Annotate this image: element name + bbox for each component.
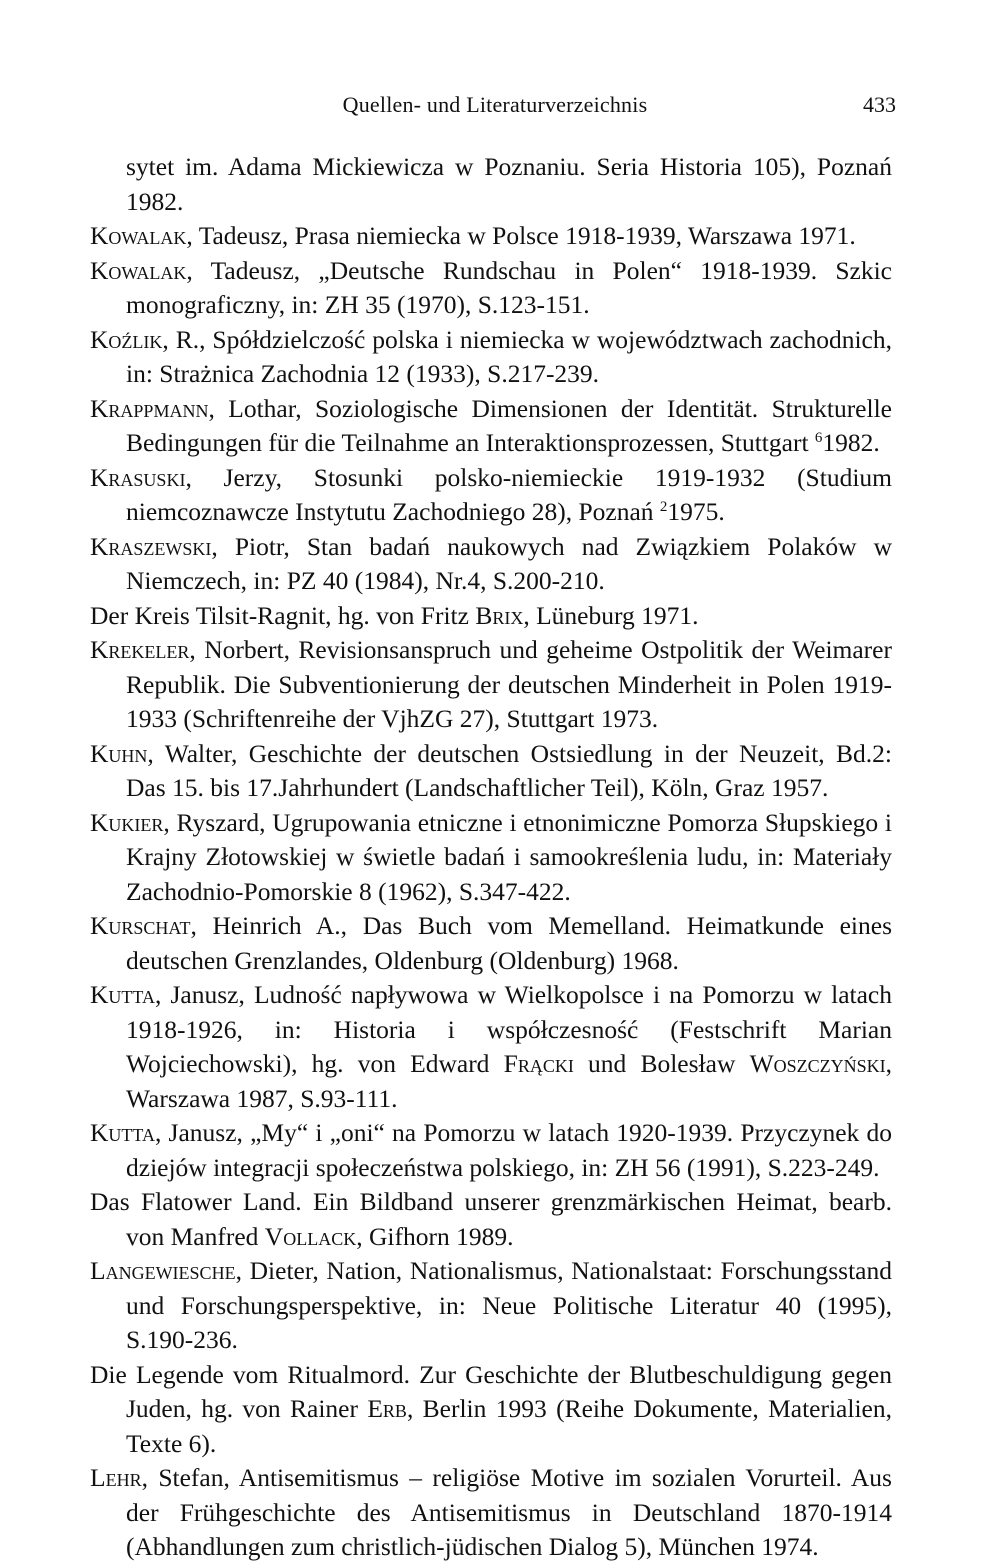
entry-author: Kurschat bbox=[90, 911, 191, 940]
edition-superscript: 6 bbox=[814, 430, 823, 446]
entry-author: Kraszewski bbox=[90, 531, 212, 561]
entry-author: Langewiesche bbox=[90, 1256, 236, 1285]
entry-author: Lehr bbox=[90, 1463, 142, 1492]
page-number: 433 bbox=[863, 92, 896, 117]
entry-author: Kuhn bbox=[90, 738, 148, 768]
entry-text: , Berlin 1993 (Reihe Dokumente, Materialien, Texte 6). bbox=[126, 1394, 892, 1458]
entry-text: , Jerzy, Stosunki polsko-niemieckie 1919-1932 (Studium niemcoznawcze Instytutu Zachodniego 28), Poznań bbox=[126, 462, 892, 526]
bibliography-entry bbox=[90, 1461, 892, 1565]
entry-author: Krasuski bbox=[90, 462, 186, 492]
entry-author: Kutta bbox=[90, 1118, 155, 1147]
entry-text: , Walter, Geschichte der deutschen Ostsiedlung in der Neuzeit, Bd.2: Das 15. bis 17.Jahrhundert (Landschaftlicher Teil), Köln, Graz 1957. bbox=[126, 738, 892, 802]
bibliography-entry bbox=[90, 633, 892, 737]
entry-text-pre: Das Flatower Land. Ein Bildband unserer grenzmärkischen Heimat, bearb. von Manfred bbox=[90, 1187, 892, 1251]
entry-text-tail: , Warszawa 1987, S.93-111. bbox=[126, 1049, 893, 1113]
bibliography-entry bbox=[90, 323, 892, 392]
bibliography-entry bbox=[90, 461, 892, 530]
bibliography-entry bbox=[90, 1358, 892, 1462]
entry-text: , Ryszard, Ugrupowania etniczne i etnonimiczne Pomorza Słupskiego i Krajny Złotowskiej w świetle badań i samookreślenia ludu, in: Materiały Zachodnio-Pomorskie 8 (1962), S.347-422. bbox=[126, 807, 892, 906]
entry-author: Brix bbox=[475, 600, 524, 630]
bibliography-entry bbox=[90, 909, 892, 978]
entry-author: Vollack bbox=[264, 1221, 357, 1251]
bibliography-entry bbox=[90, 150, 892, 219]
entry-author: Krekeler bbox=[90, 635, 190, 664]
entry-text: , Dieter, Nation, Nationalismus, Nationalstaat: Forschungsstand und Forschungsperspektive, in: Neue Politische Literatur 40 (1995), S.190-236. bbox=[126, 1256, 892, 1354]
bibliography-entry bbox=[90, 219, 892, 254]
bibliography-entry bbox=[90, 254, 892, 323]
entry-text-pre: Der Kreis Tilsit-Ragnit, hg. von Fritz bbox=[90, 600, 476, 630]
entry-text: , Piotr, Stan badań naukowych nad Związkiem Polaków w Niemczech, in: PZ 40 (1984), Nr.4, S.200-210. bbox=[126, 531, 892, 595]
entry-author: Kowalak bbox=[90, 221, 187, 250]
entry-text-pre: Die Legende vom Ritualmord. Zur Geschichte der Blutbeschuldigung gegen Juden, hg. von Rainer bbox=[90, 1359, 892, 1423]
entry-author: Erb bbox=[367, 1394, 407, 1423]
entry-text: , Gifhorn 1989. bbox=[356, 1221, 514, 1251]
entry-text: , Norbert, Revisionsanspruch und geheime Ostpolitik der Weimarer Republik. Die Subventionierung der deutschen Minderheit in Polen 1919-1933 (Schriftenreihe der VjhZG 27), Stuttgart 1973. bbox=[126, 635, 892, 733]
entry-text: , R., Spółdzielczość polska i niemiecka w województwach zachodnich, in: Strażnica Zachodnia 12 (1933), S.217-239. bbox=[126, 324, 892, 388]
entry-text-tail: 1982. bbox=[822, 428, 880, 457]
entry-text-tail: 1975. bbox=[667, 497, 725, 526]
bibliography-entry bbox=[90, 1185, 892, 1254]
entry-text: , Janusz, „My“ i „oni“ na Pomorzu w latach 1920-1939. Przyczynek do dziejów integracji społeczeństwa polskiego, in: ZH 56 (1991), S.223-249. bbox=[126, 1118, 892, 1182]
entry-text: , Lüneburg 1971. bbox=[523, 600, 699, 630]
bibliography-entry bbox=[90, 806, 892, 910]
entry-author: Kutta bbox=[90, 980, 155, 1009]
entry-text: , Janusz, Ludność napływowa w Wielkopolsce i na Pomorzu w latach 1918-1926, in: Historia i współczesność (Festschrift Marian Wojciechowski), hg. von Edward bbox=[126, 980, 892, 1078]
edition-superscript: 2 bbox=[659, 499, 668, 515]
entry-author: Kukier bbox=[90, 807, 164, 837]
entry-text: , Tadeusz, „Deutsche Rundschau in Polen“ 1918-1939. Szkic monograficzny, in: ZH 35 (1970), S.123-151. bbox=[126, 255, 892, 319]
entry-text: , Heinrich A., Das Buch vom Memelland. Heimatkunde eines deutschen Grenzlandes, Oldenburg (Oldenburg) 1968. bbox=[126, 911, 892, 975]
entry-text: , Stefan, Antisemitismus – religiöse Motive im sozialen Vorurteil. Aus der Frühgeschichte des Antisemitismus in Deutschland 1870-1914 (Abhandlungen zum christlich-jüdischen Dialog 5), München 1974. bbox=[126, 1463, 892, 1561]
bibliography-entry bbox=[90, 737, 892, 806]
page-header bbox=[90, 92, 900, 124]
bibliography-entry bbox=[90, 599, 892, 634]
bibliography-entry bbox=[90, 392, 892, 461]
bibliography-entry bbox=[90, 530, 892, 599]
bibliography-list bbox=[90, 150, 892, 1565]
entry-text: sytet im. Adama Mickiewicza w Poznaniu. Seria Historia 105), Poznań 1982. bbox=[126, 152, 892, 216]
entry-editor: Frącki bbox=[503, 1049, 574, 1078]
entry-text: , Tadeusz, Prasa niemiecka w Polsce 1918-1939, Warszawa 1971. bbox=[186, 221, 856, 250]
entry-text-mid: und Bolesław bbox=[573, 1049, 750, 1078]
bibliography-entry bbox=[90, 1254, 892, 1358]
entry-text: , Lothar, Soziologische Dimensionen der Identität. Strukturelle Bedingungen für die Teilnahme an Interaktionsprozessen, Stuttgart bbox=[126, 393, 892, 457]
entry-author: Kowalak bbox=[90, 255, 187, 285]
running-title: Quellen- und Literaturverzeichnis bbox=[342, 92, 648, 117]
bibliography-entry bbox=[90, 1116, 892, 1185]
entry-editor: Woszczyński bbox=[749, 1049, 886, 1078]
entry-author: Koźlik bbox=[90, 324, 163, 354]
bibliography-entry bbox=[90, 978, 892, 1116]
entry-author: Krappmann bbox=[90, 393, 209, 423]
